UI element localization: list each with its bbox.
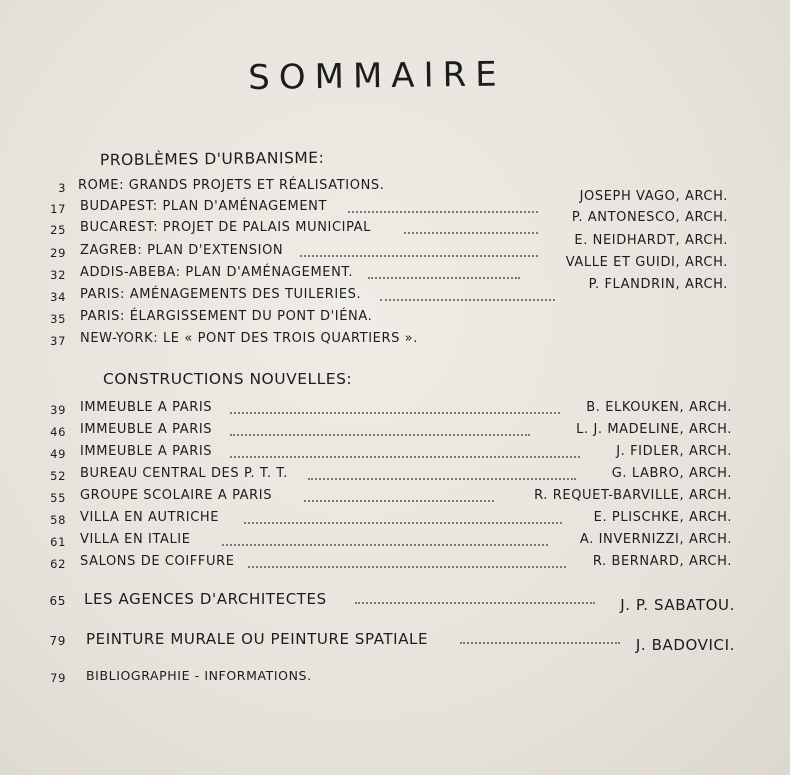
dot-leader <box>308 478 576 480</box>
entry-title: BIBLIOGRAPHIE - INFORMATIONS. <box>86 668 312 683</box>
page-number: 32 <box>50 268 66 282</box>
entry-author: G. LABRO, ARCH. <box>611 466 732 481</box>
page-number: 49 <box>50 447 66 461</box>
page-title: SOMMAIRE <box>248 54 506 98</box>
entry-title: ZAGREB: PLAN D'EXTENSION <box>80 243 284 258</box>
entry-title: BUDAPEST: PLAN D'AMÉNAGEMENT <box>80 199 328 214</box>
toc-entry <box>0 630 790 652</box>
dot-leader <box>230 412 560 414</box>
dot-leader <box>368 277 520 279</box>
page-number: 3 <box>58 181 66 195</box>
toc-entry <box>0 422 790 444</box>
entry-title: GROUPE SCOLAIRE A PARIS <box>80 488 273 503</box>
page-number: 39 <box>50 403 66 417</box>
page-number: 46 <box>50 425 66 439</box>
toc-entry <box>0 590 790 612</box>
entry-title: IMMEUBLE A PARIS <box>80 400 213 415</box>
toc-entry <box>0 554 790 576</box>
entry-title: NEW-YORK: LE « PONT DES TROIS QUARTIERS ». <box>80 331 418 346</box>
entry-title: PARIS: ÉLARGISSEMENT DU PONT D'IÉNA. <box>80 309 373 324</box>
page-number: 17 <box>50 202 66 216</box>
page-number: 79 <box>50 671 66 685</box>
toc-entry <box>0 668 790 690</box>
entry-title: ADDIS-ABEBA: PLAN D'AMÉNAGEMENT. <box>80 265 354 280</box>
dot-leader <box>380 299 555 301</box>
toc-entry <box>0 488 790 510</box>
dot-leader <box>222 544 548 546</box>
entry-author: A. INVERNIZZI, ARCH. <box>579 532 732 547</box>
toc-entry <box>0 331 790 353</box>
dot-leader <box>244 522 562 524</box>
dot-leader <box>348 211 538 213</box>
page-number: 55 <box>50 491 66 505</box>
page-number: 35 <box>50 312 66 326</box>
toc-entry <box>0 309 790 331</box>
section-heading-constructions: CONSTRUCTIONS NOUVELLES: <box>103 370 353 388</box>
section-heading-urbanisme: PROBLÈMES D'URBANISME: <box>99 148 325 170</box>
entry-title: IMMEUBLE A PARIS <box>80 422 213 437</box>
entry-author: B. ELKOUKEN, ARCH. <box>586 400 732 415</box>
entry-title: PARIS: AMÉNAGEMENTS DES TUILERIES. <box>80 287 362 302</box>
entry-author: L. J. MADELINE, ARCH. <box>576 422 732 437</box>
entry-author: J. P. SABATOU. <box>620 596 735 614</box>
entry-author: J. FIDLER, ARCH. <box>616 444 732 459</box>
page-number: 52 <box>50 469 66 483</box>
toc-entry <box>0 444 790 466</box>
entry-title: ROME: GRANDS PROJETS ET RÉALISATIONS. <box>78 178 385 193</box>
entry-author: JOSEPH VAGO, ARCH. <box>579 189 728 204</box>
entry-title: BUREAU CENTRAL DES P. T. T. <box>80 466 289 481</box>
dot-leader <box>355 602 595 604</box>
page-number: 58 <box>50 513 66 527</box>
toc-entry <box>0 532 790 554</box>
toc-entry <box>0 466 790 488</box>
page-number: 34 <box>50 290 66 304</box>
page-number: 61 <box>50 535 66 549</box>
entry-author: J. BADOVICI. <box>635 636 735 654</box>
entry-author: E. NEIDHARDT, ARCH. <box>574 233 728 248</box>
page-number: 29 <box>50 246 66 260</box>
toc-entry <box>0 400 790 422</box>
toc-entry <box>0 277 790 309</box>
dot-leader <box>460 642 620 644</box>
entry-author: VALLE ET GUIDI, ARCH. <box>565 255 728 270</box>
entry-author: R. REQUET-BARVILLE, ARCH. <box>534 488 732 503</box>
page-number: 79 <box>49 634 66 648</box>
entry-title: PEINTURE MURALE OU PEINTURE SPATIALE <box>86 630 429 648</box>
dot-leader <box>304 500 494 502</box>
dot-leader <box>230 456 580 458</box>
entry-title: LES AGENCES D'ARCHITECTES <box>84 590 327 608</box>
page-number: 37 <box>50 334 66 348</box>
entry-author: P. ANTONESCO, ARCH. <box>571 210 728 225</box>
entry-title: SALONS DE COIFFURE <box>80 554 235 569</box>
page-number: 62 <box>50 557 66 571</box>
toc-entry <box>0 510 790 532</box>
entry-author: P. FLANDRIN, ARCH. <box>588 277 728 292</box>
entry-title: BUCAREST: PROJET DE PALAIS MUNICIPAL <box>80 220 372 235</box>
dot-leader <box>300 255 538 257</box>
entry-title: VILLA EN AUTRICHE <box>80 510 220 525</box>
entry-author: E. PLISCHKE, ARCH. <box>593 510 732 525</box>
entry-title: IMMEUBLE A PARIS <box>80 444 213 459</box>
entry-author: R. BERNARD, ARCH. <box>592 554 732 569</box>
page-number: 65 <box>49 594 66 608</box>
dot-leader <box>230 434 530 436</box>
dot-leader <box>404 232 538 234</box>
dot-leader <box>248 566 566 568</box>
entry-title: VILLA EN ITALIE <box>80 532 191 547</box>
page-number: 25 <box>50 223 66 237</box>
